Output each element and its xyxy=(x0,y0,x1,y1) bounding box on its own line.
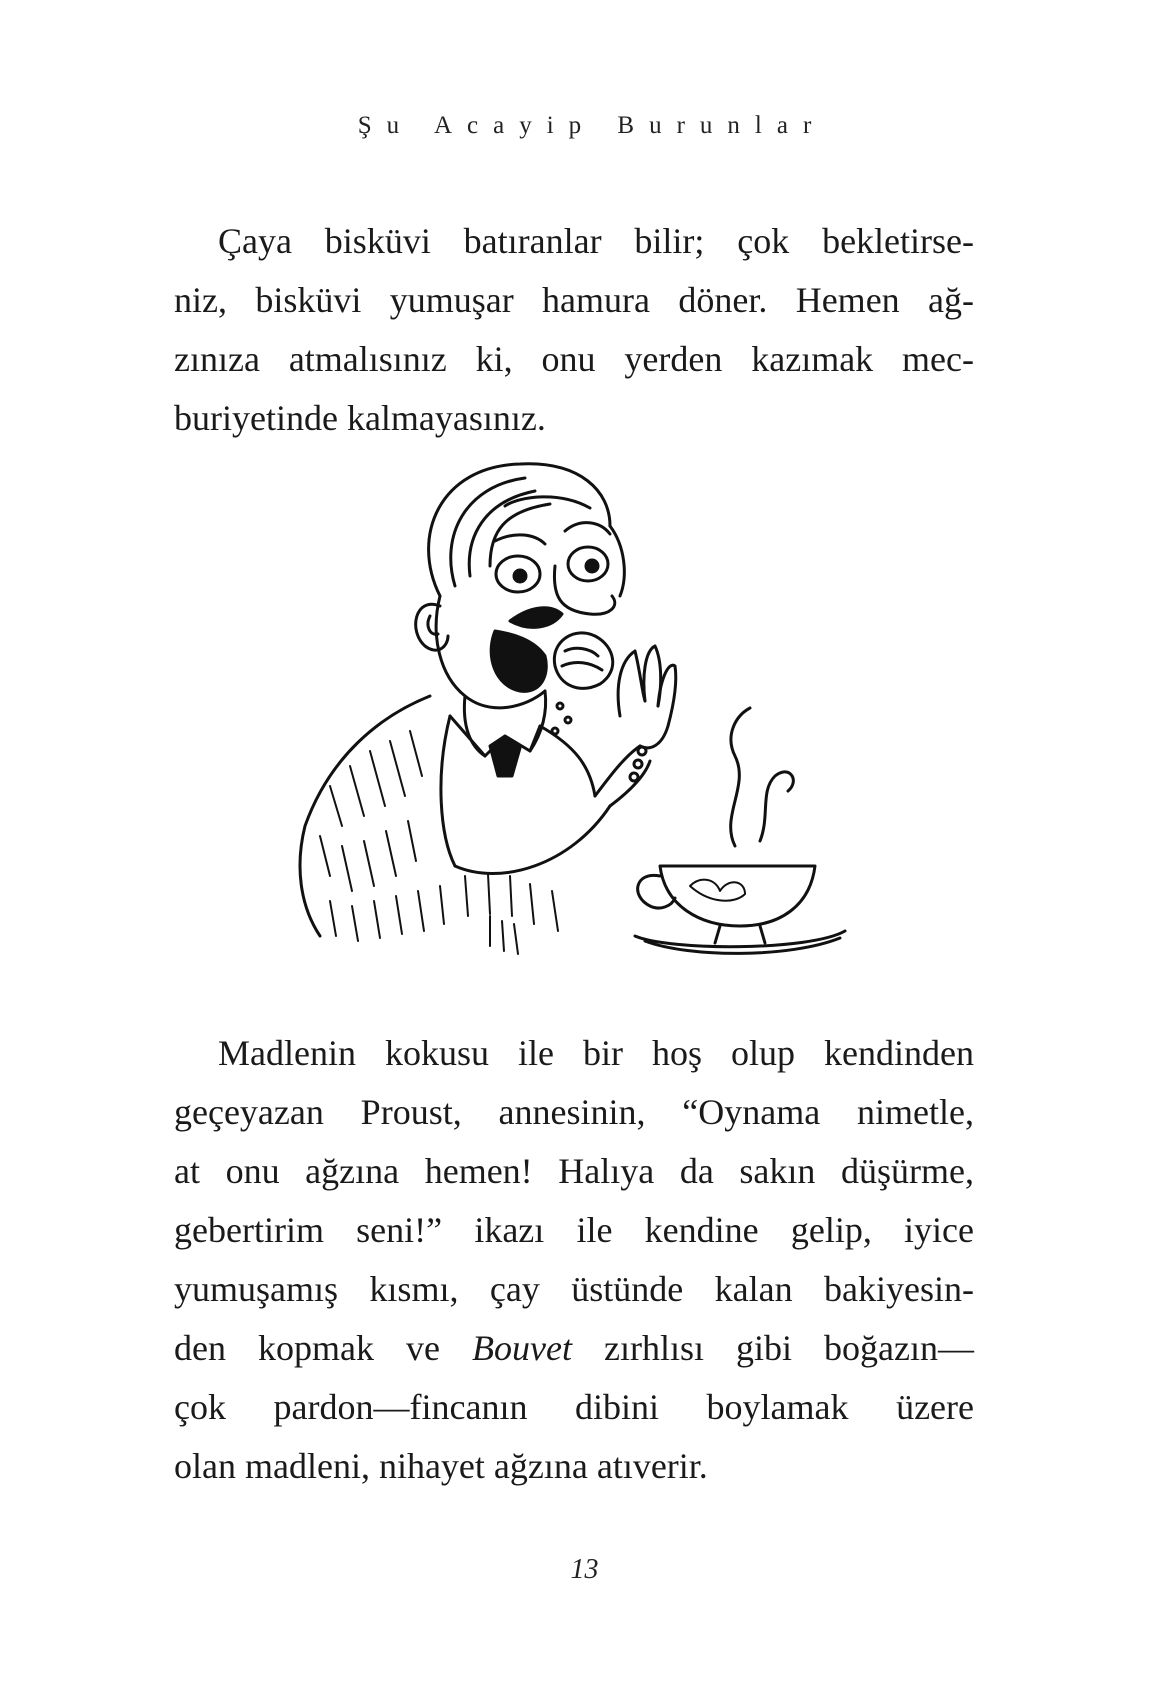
line-text: zırhlısı gibi boğazın— xyxy=(571,1328,974,1368)
paragraph-line: yumuşamış kısmı, çay üstünde kalan bakiyesin- xyxy=(174,1269,974,1309)
teacup xyxy=(660,866,815,926)
paragraph-line: at onu ağzına hemen! Halıya da sakın düşürme, xyxy=(174,1151,974,1191)
man-dunking-madeleine-illustration xyxy=(290,446,850,996)
paragraph-line: Madlenin kokusu ile bir hoş olup kendinden xyxy=(218,1033,974,1073)
mouth xyxy=(491,631,546,691)
page-number: 13 xyxy=(570,1554,599,1585)
ear xyxy=(416,604,448,650)
paragraph-line xyxy=(174,1319,974,1378)
paragraph-2 xyxy=(174,1024,974,1496)
paragraph-line: çok pardon—fincanın dibini boylamak üzere xyxy=(174,1387,974,1427)
paragraph-1 xyxy=(174,212,974,448)
paragraph-line: olan madleni, nihayet ağzına atıverir. xyxy=(174,1446,708,1486)
paragraph-line: niz, bisküvi yumuşar hamura döner. Hemen ağ- xyxy=(174,280,974,320)
sleeve xyxy=(455,806,610,874)
paragraph-line: zınıza atmalısınız ki, onu yerden kazımak mec- xyxy=(174,339,974,379)
paragraph-line: buriyetinde kalmayasınız. xyxy=(174,398,546,438)
ship-name: Bouvet xyxy=(472,1328,572,1368)
running-header: Şu Acayip Burunlar xyxy=(357,112,827,139)
saucer xyxy=(635,931,845,947)
hand xyxy=(618,651,645,716)
steam xyxy=(731,708,750,846)
madeleine xyxy=(554,633,612,688)
paragraph-line: Çaya bisküvi batıranlar bilir; çok bekletirse- xyxy=(218,221,974,261)
paragraph-line: geçeyazan Proust, annesinin, “Oynama nimetle, xyxy=(174,1092,974,1132)
line-text: den kopmak ve xyxy=(174,1328,473,1368)
paragraph-line: gebertirim seni!” ikazı ile kendine gelip, iyice xyxy=(174,1210,974,1250)
mustache xyxy=(510,608,562,628)
